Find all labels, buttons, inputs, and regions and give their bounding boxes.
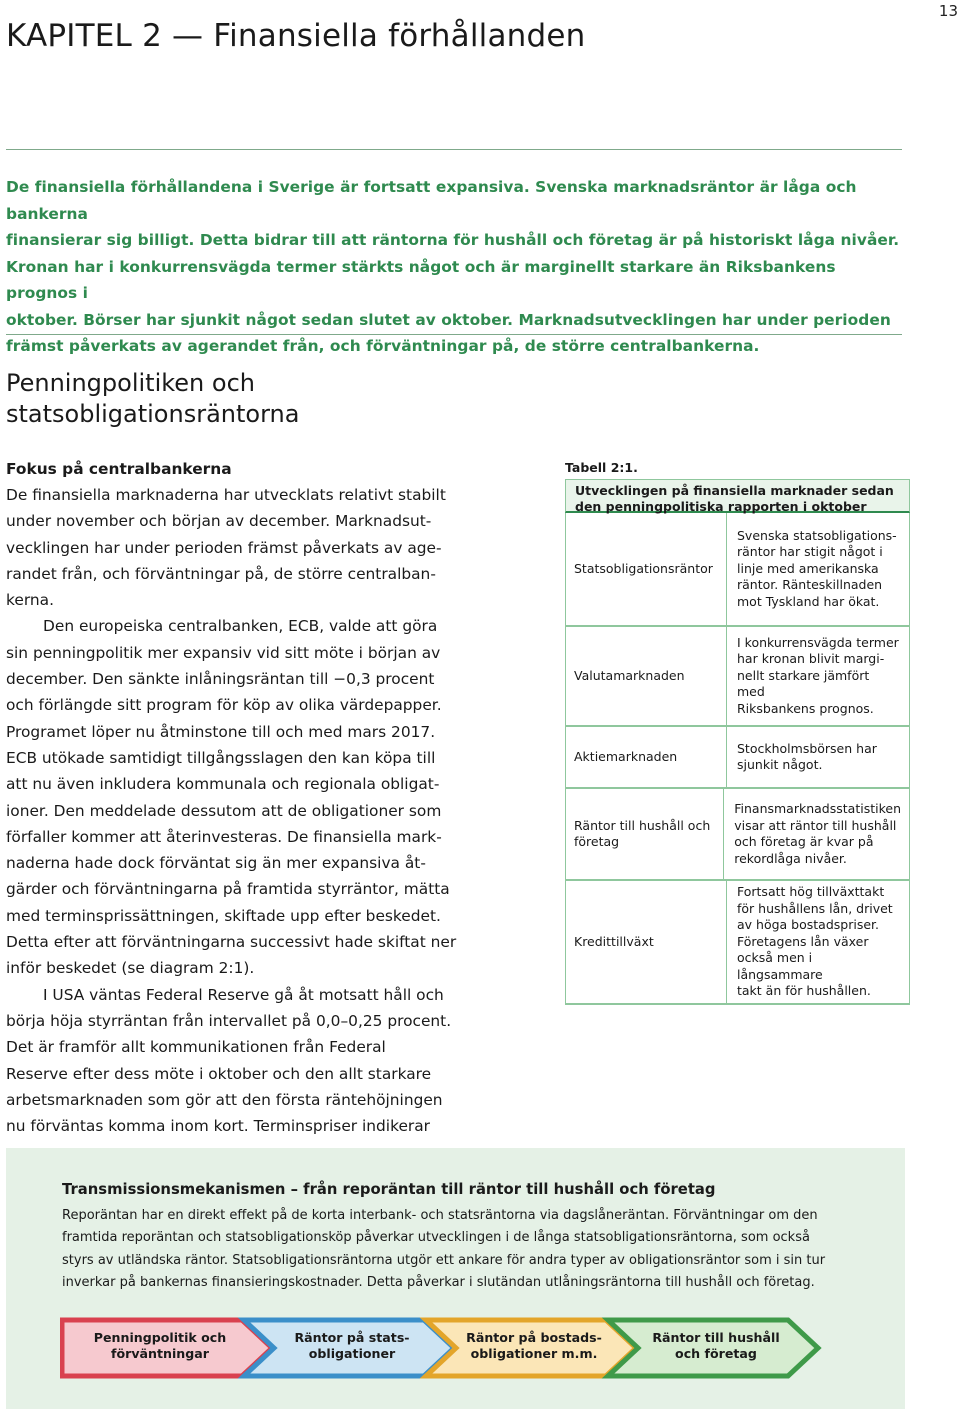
box-text-line: framtida reporäntan och statsobligationsköp påverkar utvecklingen i de långa statsobligationsräntorna, som också xyxy=(62,1230,810,1246)
description-line: linje med amerikanska xyxy=(737,560,879,576)
body-line: Detta efter att förväntningarna successivt hade skiftat ner xyxy=(6,933,457,952)
market-table xyxy=(565,479,910,1005)
body-line: ioner. Den meddelade dessutom att de obligationer som xyxy=(6,801,442,820)
box-title: Transmissionsmekanismen – från reporäntan till räntor till hushåll och företag xyxy=(62,1181,716,1198)
table-header-line: den penningpolitiska rapporten i oktober xyxy=(575,499,867,514)
body-line: kerna. xyxy=(6,591,54,610)
transmission-step xyxy=(608,1320,818,1376)
body-line: vecklingen har under perioden främst påverkats av age- xyxy=(6,538,442,557)
body-line: gärder och förväntningarna på framtida styrräntor, mätta xyxy=(6,880,450,899)
body-line: börja höja styrräntan från intervallet på 0,0–0,25 procent. xyxy=(6,1011,452,1030)
description-line: visar att räntor till hushåll xyxy=(734,817,897,833)
table-row xyxy=(565,513,910,627)
body-line: ECB utökade samtidigt tillgångsslagen den kan köpa till xyxy=(6,748,436,767)
description-line: rekordlåga nivåer. xyxy=(734,850,847,866)
table-row xyxy=(565,627,910,727)
table-cell-description xyxy=(727,513,909,625)
step-label: Räntor på bostads- xyxy=(466,1330,602,1345)
table-cell-description xyxy=(727,881,909,1003)
body-line: med terminsprissättningen, skiftade upp efter beskedet. xyxy=(6,906,441,925)
page-number: 13 xyxy=(938,2,958,20)
table-cell-market: Aktiemarknaden xyxy=(566,727,727,787)
transmission-arrows xyxy=(60,1317,840,1383)
transmission-step xyxy=(244,1320,454,1376)
summary-line: De finansiella förhållandena i Sverige är fortsatt expansiva. Svenska marknadsräntor är låga och bankerna xyxy=(6,178,857,223)
body-line: arbetsmarknaden som gör att den första räntehöjningen xyxy=(6,1090,443,1109)
body-line: Det är framför allt kommunikationen från Federal xyxy=(6,1038,386,1057)
box-text xyxy=(62,1205,852,1294)
divider-bottom xyxy=(6,334,902,335)
body-line: Den europeiska centralbanken, ECB, valde att göra xyxy=(43,617,438,636)
body-line: förfaller kommer att återinvesteras. De finansiella mark- xyxy=(6,827,442,846)
body-line: att nu även inkludera kommunala och regionala obligat- xyxy=(6,775,440,794)
table-cell-market: Kredittillväxt xyxy=(566,881,727,1003)
transmission-step xyxy=(426,1320,636,1376)
description-line: räntor har stigit något i xyxy=(737,544,883,560)
body-column xyxy=(6,456,462,1139)
step-label: obligationer m.m. xyxy=(470,1346,598,1361)
box-text-line: styrs av utländska räntor. Statsobligationsräntorna utgör ett ankare för andra typer av obligationsräntor som i sin tur xyxy=(62,1252,826,1268)
body-line: naderna hade dock förväntat sig än mer expansiva åt- xyxy=(6,854,426,873)
description-line: Finansmarknadsstatistiken xyxy=(734,801,901,816)
summary-line: främst påverkats av agerandet från, och förväntningar på, de större centralbankerna. xyxy=(6,337,760,355)
table-row xyxy=(565,727,910,789)
step-label: Räntor till hushåll xyxy=(652,1330,780,1345)
table-caption: Tabell 2:1. xyxy=(565,460,638,475)
summary-line: Kronan har i konkurrensvägda termer stärkts något och är marginellt starkare än Riksbankens prognos i xyxy=(6,257,836,302)
body-line: Programet löper nu åtminstone till och med mars 2017. xyxy=(6,722,436,741)
body-line: under november och början av december. Marknadsut- xyxy=(6,512,432,531)
summary-line: oktober. Börser har sjunkit något sedan slutet av oktober. Marknadsutvecklingen har under perioden xyxy=(6,310,891,329)
section-heading xyxy=(6,368,299,430)
body-line: sin penningpolitik mer expansiv vid sitt möte i början av xyxy=(6,643,441,662)
description-line: har kronan blivit margi- xyxy=(737,651,885,667)
description-line: nellt starkare jämfört med xyxy=(737,667,870,700)
section-heading-line: Penningpolitiken och xyxy=(6,369,255,397)
body-line: I USA väntas Federal Reserve gå åt motsatt håll och xyxy=(43,985,444,1004)
table-header xyxy=(565,479,910,513)
table-header-line: Utvecklingen på finansiella marknader sedan xyxy=(575,483,894,498)
box-text-line: Reporäntan har en direkt effekt på de korta interbank- och statsräntorna via dagslåneräntan. Förväntningar om den xyxy=(62,1208,818,1223)
description-line: I konkurrensvägda termer xyxy=(737,634,899,650)
table-cell-market: Räntor till hushåll och företag xyxy=(566,789,724,879)
body-line: nu förväntas komma inom kort. Terminspriser indikerar xyxy=(6,1117,431,1136)
table-row xyxy=(565,789,910,881)
description-line: mot Tyskland har ökat. xyxy=(737,593,880,609)
table-cell-description xyxy=(724,789,909,879)
step-label: förväntningar xyxy=(110,1346,210,1361)
box-text-line: inverkar på bankernas finansieringskostnader. Detta påverkar i slutändan utlåningsräntorna till hushåll och företag. xyxy=(62,1274,815,1290)
description-line: takt än för hushållen. xyxy=(737,983,871,999)
body-line: och förlängde sitt program för köp av olika värdepapper. xyxy=(6,696,442,715)
body-line: Reserve efter dess möte i oktober och den allt starkare xyxy=(6,1064,432,1083)
table-row xyxy=(565,881,910,1005)
description-line: också men i långsammare xyxy=(737,950,823,982)
description-line: av höga bostadspriser. xyxy=(737,917,879,933)
chapter-summary xyxy=(6,174,906,360)
body-line: De finansiella marknaderna har utvecklats relativt stabilt xyxy=(6,486,446,504)
divider-top xyxy=(6,149,902,150)
table-cell-description xyxy=(727,727,909,787)
description-line: för hushållens lån, drivet xyxy=(737,900,893,916)
table-cell-market: Valutamarknaden xyxy=(566,627,727,725)
step-label: Räntor på stats- xyxy=(294,1330,410,1345)
section-heading-line: statsobligationsräntorna xyxy=(6,400,300,428)
step-label: obligationer xyxy=(308,1346,396,1361)
body-line: december. Den sänkte inlåningsräntan till −0,3 procent xyxy=(6,670,435,689)
table-cell-description xyxy=(727,627,909,725)
description-line: Svenska statsobligations- xyxy=(737,527,897,543)
description-line: Fortsatt hög tillväxttakt xyxy=(737,884,885,900)
transmission-step xyxy=(62,1320,272,1376)
description-line: Företagens lån växer xyxy=(737,933,869,949)
body-line: randet från, och förväntningar på, de större centralban- xyxy=(6,564,436,583)
table-cell-market: Statsobligationsräntor xyxy=(566,513,727,625)
subheading: Fokus på centralbankerna xyxy=(6,460,232,478)
step-label: och företag xyxy=(675,1346,757,1361)
description-line: och företag är kvar på xyxy=(734,834,874,849)
description-line: Riksbankens prognos. xyxy=(737,700,874,716)
summary-line: finansierar sig billigt. Detta bidrar till att räntorna för hushåll och företag är på historiskt låga nivåer. xyxy=(6,231,900,249)
body-line: inför beskedet (se diagram 2:1). xyxy=(6,959,255,978)
description-line: Stockholmsbörsen har xyxy=(737,740,877,756)
description-line: sjunkit något. xyxy=(737,757,823,772)
step-label: Penningpolitik och xyxy=(93,1330,227,1345)
description-line: räntor. Ränteskillnaden xyxy=(737,577,883,593)
chapter-title: KAPITEL 2 — Finansiella förhållanden xyxy=(6,18,586,54)
